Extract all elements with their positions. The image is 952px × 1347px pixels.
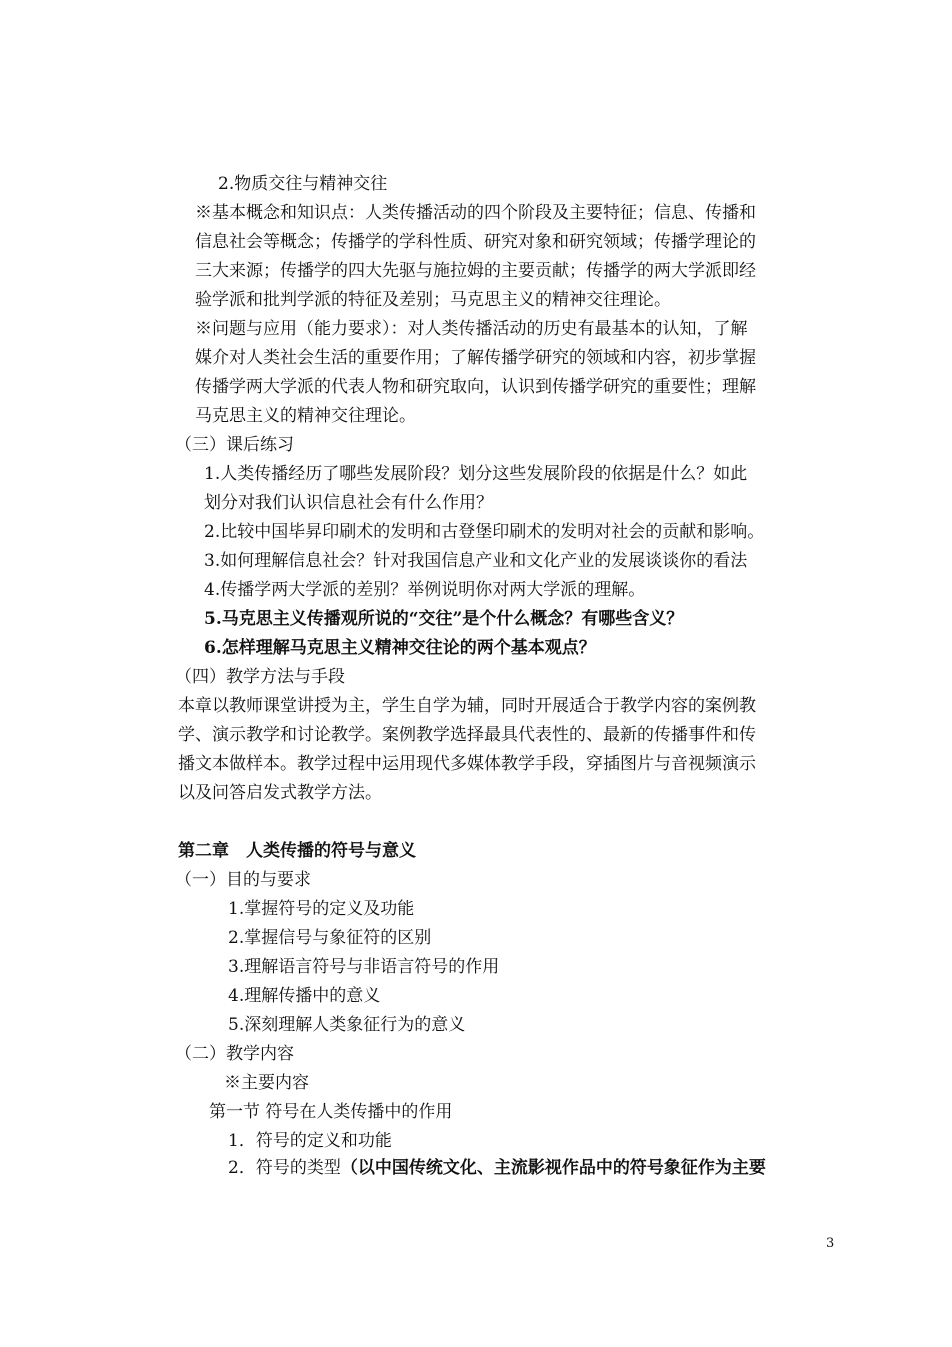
text-line: （一）目的与要求 bbox=[175, 870, 311, 890]
symbol-types-label: 2．符号的类型 bbox=[228, 1158, 341, 1178]
text-line: 6.怎样理解马克思主义精神交往论的两个基本观点？ bbox=[204, 638, 596, 658]
text-line: 信息社会等概念；传播学的学科性质、研究对象和研究领域；传播学理论的 bbox=[195, 232, 756, 252]
text-line: 2.掌握信号与象征符的区别 bbox=[228, 928, 432, 948]
text-line: 2.比较中国毕昇印刷术的发明和古登堡印刷术的发明对社会的贡献和影响。 bbox=[204, 522, 765, 542]
text-line: 传播学两大学派的代表人物和研究取向，认识到传播学研究的重要性；理解 bbox=[195, 377, 756, 397]
text-line: 第一节 符号在人类传播中的作用 bbox=[209, 1102, 453, 1122]
text-line: 3.理解语言符号与非语言符号的作用 bbox=[228, 957, 500, 977]
text-line: ※主要内容 bbox=[224, 1073, 309, 1093]
text-line: 以及问答启发式教学方法。 bbox=[178, 783, 382, 803]
text-line: （二）教学内容 bbox=[175, 1044, 294, 1064]
text-line-symbol-types bbox=[228, 1154, 766, 1183]
text-line: 1.人类传播经历了哪些发展阶段？划分这些发展阶段的依据是什么？如此 bbox=[204, 464, 748, 484]
text-line: 4.传播学两大学派的差别？举例说明你对两大学派的理解。 bbox=[204, 580, 646, 600]
text-line: （三）课后练习 bbox=[175, 435, 294, 455]
symbol-types-note: （以中国传统文化、主流影视作品中的符号象征作为主要 bbox=[340, 1158, 766, 1178]
text-line: 5.马克思主义传播观所说的“交往”是个什么概念？有哪些含义？ bbox=[204, 609, 684, 629]
text-line: 3.如何理解信息社会？针对我国信息产业和文化产业的发展谈谈你的看法 bbox=[204, 551, 748, 571]
text-line: 5.深刻理解人类象征行为的意义 bbox=[228, 1015, 466, 1035]
text-line: 划分对我们认识信息社会有什么作用？ bbox=[204, 493, 493, 513]
text-line: 媒介对人类社会生活的重要作用；了解传播学研究的领域和内容，初步掌握 bbox=[195, 348, 756, 368]
text-line: 本章以教师课堂讲授为主，学生自学为辅，同时开展适合于教学内容的案例教 bbox=[178, 696, 756, 716]
text-line: ※问题与应用（能力要求）：对人类传播活动的历史有最基本的认知，了解 bbox=[195, 319, 748, 339]
text-line: 学、演示教学和讨论教学。案例教学选择最具代表性的、最新的传播事件和传 bbox=[178, 725, 756, 745]
text-line: 2.物质交往与精神交往 bbox=[218, 174, 388, 194]
text-line: 4.理解传播中的意义 bbox=[228, 986, 381, 1006]
page-number: 3 bbox=[826, 1236, 835, 1251]
text-line: 第二章 人类传播的符号与意义 bbox=[178, 841, 416, 861]
text-line: （四）教学方法与手段 bbox=[175, 667, 345, 687]
text-line: ※基本概念和知识点：人类传播活动的四个阶段及主要特征；信息、传播和 bbox=[195, 203, 756, 223]
text-line: 1．符号的定义和功能 bbox=[228, 1131, 392, 1151]
text-line: 1.掌握符号的定义及功能 bbox=[228, 899, 415, 919]
text-line: 验学派和批判学派的特征及差别；马克思主义的精神交往理论。 bbox=[195, 290, 671, 310]
text-line: 马克思主义的精神交往理论。 bbox=[195, 406, 416, 426]
text-line: 三大来源；传播学的四大先驱与施拉姆的主要贡献；传播学的两大学派即经 bbox=[195, 261, 756, 281]
text-line: 播文本做样本。教学过程中运用现代多媒体教学手段，穿插图片与音视频演示 bbox=[178, 754, 756, 774]
